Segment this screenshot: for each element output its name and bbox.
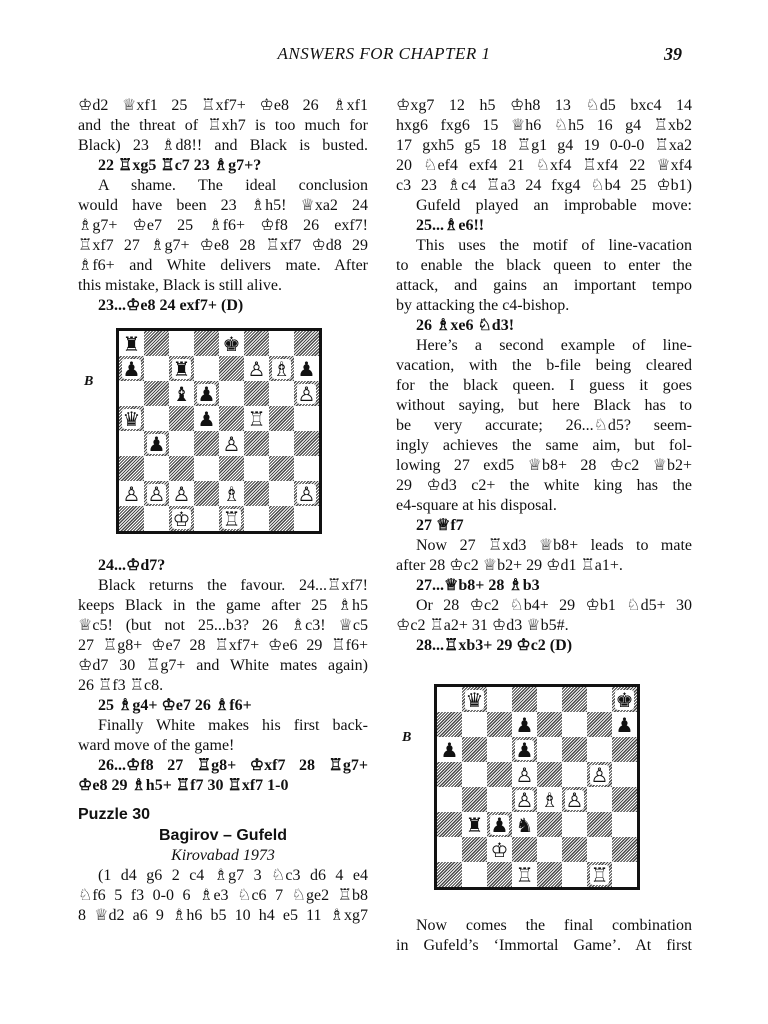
text-line: 27 ♕f7 (416, 517, 464, 534)
board-square (144, 356, 169, 381)
text-line: c3 23 ♗c4 ♖a3 24 fxg4 ♘b4 25 ♔b1) (396, 177, 692, 194)
text-line: 8 ♕d2 a6 9 ♗h6 b5 10 h4 e5 11 ♗xg7 (78, 907, 368, 924)
board-square (562, 837, 587, 862)
board-square (512, 737, 537, 762)
text-line: 20 ♘ef4 exf4 21 ♘xf4 ♖xf4 22 ♕xf4 (396, 157, 692, 174)
board-square (487, 837, 512, 862)
board-square (169, 431, 194, 456)
text-line: 29 ♔d3 c2+ the white king has the (396, 477, 692, 494)
board-square (562, 812, 587, 837)
board-square (119, 506, 144, 531)
diagram-2 (396, 656, 692, 916)
board-square (612, 787, 637, 812)
board-square (219, 381, 244, 406)
board-square (119, 431, 144, 456)
board-square (562, 687, 587, 712)
black-pawn-icon: ♟ (197, 381, 216, 406)
black-pawn-icon: ♟ (515, 737, 534, 762)
black-pawn-icon: ♟ (122, 356, 141, 381)
white-bishop-icon: ♗ (272, 356, 291, 381)
game-venue: Kirovabad 1973 (171, 847, 275, 864)
board-square (562, 862, 587, 887)
text-line: this mistake, Black is still alive. (78, 277, 282, 294)
board-square (119, 481, 144, 506)
board-square (487, 812, 512, 837)
white-rook-icon: ♖ (515, 862, 534, 887)
board-square (537, 787, 562, 812)
board-square (587, 762, 612, 787)
white-king-icon: ♔ (172, 506, 191, 531)
board-square (462, 837, 487, 862)
board-square (537, 862, 562, 887)
text-line: ♔c2 ♖a2+ 31 ♔d3 ♕b5#. (396, 617, 569, 634)
text-line: 17 gxh5 g5 18 ♖g1 g4 19 0-0-0 ♖xa2 (396, 137, 692, 154)
board-square (144, 331, 169, 356)
white-bishop-icon: ♗ (222, 481, 241, 506)
board-square (269, 456, 294, 481)
board-square (437, 762, 462, 787)
text-line: 25...♗e6!! (416, 217, 485, 234)
text-line: 28...♖xb3+ 29 ♔c2 (D) (416, 637, 573, 654)
board-square (194, 481, 219, 506)
board-square (169, 406, 194, 431)
text-line: in Gufeld’s ‘Immortal Game’. At first (396, 937, 692, 954)
white-king-icon: ♔ (490, 837, 509, 862)
board-square (562, 787, 587, 812)
board-square (437, 787, 462, 812)
board-square (587, 737, 612, 762)
black-rook-icon: ♜ (465, 812, 484, 837)
board-square (612, 862, 637, 887)
board-square (512, 787, 537, 812)
board-square (487, 737, 512, 762)
board-square (537, 762, 562, 787)
black-queen-icon: ♛ (122, 406, 141, 431)
text-line: lowing 27 exd5 ♕b8+ 28 ♔c2 ♕b2+ (396, 457, 692, 474)
black-rook-icon: ♜ (122, 331, 141, 356)
board-square (537, 712, 562, 737)
right-text-bottom (396, 916, 692, 956)
text-line: keeps Black in the game after 25 ♗h5 (78, 597, 368, 614)
board-square (612, 737, 637, 762)
board-square (294, 431, 319, 456)
text-line: ♖xf7 27 ♗g7+ ♔e8 28 ♖xf7 ♔d8 29 (78, 237, 368, 254)
text-line: ♗g7+ ♔e7 25 ♗f6+ ♔f8 26 exf7! (78, 217, 368, 234)
board-square (562, 712, 587, 737)
board-square (244, 406, 269, 431)
board-square (219, 506, 244, 531)
white-pawn-icon: ♙ (590, 762, 609, 787)
black-pawn-icon: ♟ (440, 737, 459, 762)
board-square (119, 406, 144, 431)
text-line: would have been 23 ♗h5! ♕xa2 24 (78, 197, 368, 214)
board-square (587, 787, 612, 812)
text-line: to enable the black queen to enter the (396, 257, 692, 274)
white-pawn-icon: ♙ (147, 481, 166, 506)
left-text-after-diagram (78, 556, 368, 796)
black-rook-icon: ♜ (172, 356, 191, 381)
text-line: ♔xg7 12 h5 ♔h8 13 ♘d5 bxc4 14 (396, 97, 692, 114)
text-line: attack, and gains an important tempo (396, 277, 692, 294)
board-square (437, 737, 462, 762)
text-line: ♔d2 ♕xf1 25 ♖xf7+ ♔e8 26 ♗xf1 (78, 97, 368, 114)
board-square (194, 456, 219, 481)
board-square (512, 812, 537, 837)
left-text-bottom (78, 866, 368, 926)
text-line: 26 ♖f3 ♖c8. (78, 677, 164, 694)
board-square (219, 406, 244, 431)
chess-board (116, 328, 322, 534)
white-pawn-icon: ♙ (515, 787, 534, 812)
text-line: A shame. The ideal conclusion (98, 177, 368, 194)
text-line: 27 ♖g8+ ♔e7 28 ♖xf7+ ♔e6 29 ♖f6+ (78, 637, 368, 654)
board-square (462, 737, 487, 762)
text-line: by attacking the c4-bishop. (396, 297, 570, 314)
board-square (269, 381, 294, 406)
board-square (144, 406, 169, 431)
text-line: hxg6 fxg6 15 ♕h6 ♘h5 16 g4 ♖xb2 (396, 117, 692, 134)
text-line: This uses the motif of line-vacation (416, 237, 692, 254)
board-square (119, 356, 144, 381)
board-square (119, 456, 144, 481)
board-square (512, 687, 537, 712)
diagram-1 (78, 316, 368, 556)
board-square (169, 381, 194, 406)
board-square (269, 506, 294, 531)
board-square (462, 812, 487, 837)
board-square (169, 331, 194, 356)
white-bishop-icon: ♗ (540, 787, 559, 812)
text-line: e4-square at his disposal. (396, 497, 557, 514)
board-square (194, 331, 219, 356)
board-square (144, 506, 169, 531)
board-square (194, 406, 219, 431)
text-line: Now 27 ♖xd3 ♕b8+ leads to mate (416, 537, 692, 554)
text-line: for the black queen. I guess it goes (396, 377, 692, 394)
board-square (294, 381, 319, 406)
board-square (194, 381, 219, 406)
text-line: (1 d4 g6 2 c4 ♗g7 3 ♘c3 d6 4 e4 (98, 867, 368, 884)
board-square (219, 331, 244, 356)
black-knight-icon: ♞ (515, 812, 534, 837)
board-square (219, 456, 244, 481)
board-square (437, 687, 462, 712)
black-king-icon: ♚ (615, 687, 634, 712)
black-bishop-icon: ♝ (172, 381, 191, 406)
board-square (487, 712, 512, 737)
board-square (194, 506, 219, 531)
board-square (487, 787, 512, 812)
text-line: 26...♔f8 27 ♖g8+ ♔xf7 28 ♖g7+ (98, 757, 368, 774)
text-line: ♕c5! (but not 25...b3? 26 ♗c3! ♕c5 (78, 617, 368, 634)
board-square (194, 356, 219, 381)
right-text-top (396, 96, 692, 656)
board-square (487, 687, 512, 712)
text-line: ♗f6+ and White delivers mate. After (78, 257, 368, 274)
board-square (612, 812, 637, 837)
board-square (437, 812, 462, 837)
board-square (244, 331, 269, 356)
board-square (294, 331, 319, 356)
white-pawn-icon: ♙ (515, 762, 534, 787)
board-square (269, 331, 294, 356)
white-pawn-icon: ♙ (565, 787, 584, 812)
white-pawn-icon: ♙ (247, 356, 266, 381)
right-column (396, 96, 692, 956)
text-line: Now comes the final combination (416, 917, 692, 934)
puzzle-title: Puzzle 30 (78, 806, 151, 823)
board-square (437, 862, 462, 887)
text-line: ingly achieves the same aim, but fol- (396, 437, 692, 454)
board-square (119, 331, 144, 356)
text-line: ♘f6 5 f3 0-0 6 ♗e3 ♘c6 7 ♘ge2 ♖b8 (78, 887, 368, 904)
text-line: and the threat of ♖xh7 is too much for (78, 117, 368, 134)
board-square (244, 431, 269, 456)
board-square (144, 481, 169, 506)
board-square (219, 356, 244, 381)
board-square (244, 356, 269, 381)
board-square (269, 481, 294, 506)
text-line: Finally White makes his first back- (98, 717, 368, 734)
text-line: 22 ♖xg5 ♖c7 23 ♗g7+? (98, 157, 262, 174)
white-pawn-icon: ♙ (122, 481, 141, 506)
board-square (169, 481, 194, 506)
board-square (587, 812, 612, 837)
board-square (537, 737, 562, 762)
board-square (587, 862, 612, 887)
board-square (269, 406, 294, 431)
board-square (537, 687, 562, 712)
game-players: Bagirov – Gufeld (158, 827, 288, 844)
board-square (612, 687, 637, 712)
text-line: 25 ♗g4+ ♔e7 26 ♗f6+ (98, 697, 252, 714)
black-pawn-icon: ♟ (515, 712, 534, 737)
board-square (612, 837, 637, 862)
white-pawn-icon: ♙ (172, 481, 191, 506)
board-square (512, 712, 537, 737)
white-rook-icon: ♖ (590, 862, 609, 887)
text-line: without saying, but here Black has to (396, 397, 692, 414)
white-pawn-icon: ♙ (297, 481, 316, 506)
white-rook-icon: ♖ (247, 406, 266, 431)
white-pawn-icon: ♙ (222, 431, 241, 456)
text-line: vacation, with the b-file being cleared (396, 357, 692, 374)
board-square (437, 837, 462, 862)
text-line: ward move of the game! (78, 737, 235, 754)
board-square (487, 862, 512, 887)
board-square (144, 381, 169, 406)
side-to-move-label: B (84, 374, 94, 389)
board-square (169, 456, 194, 481)
text-line: 23...♔e8 24 exf7+ (D) (98, 297, 244, 314)
black-pawn-icon: ♟ (147, 431, 166, 456)
black-queen-icon: ♛ (465, 687, 484, 712)
board-square (537, 812, 562, 837)
board-square (462, 712, 487, 737)
board-square (169, 356, 194, 381)
board-square (587, 837, 612, 862)
side-to-move-label: B (402, 730, 412, 745)
board-square (294, 456, 319, 481)
black-pawn-icon: ♟ (615, 712, 634, 737)
board-square (244, 481, 269, 506)
board-square (587, 712, 612, 737)
board-square (294, 356, 319, 381)
white-pawn-icon: ♙ (297, 381, 316, 406)
text-line: after 28 ♔c2 ♕b2+ 29 ♔d1 ♖a1+. (396, 557, 623, 574)
board-square (219, 481, 244, 506)
board-square (487, 762, 512, 787)
board-square (144, 456, 169, 481)
board-square (462, 862, 487, 887)
text-line: ♔d7 30 ♖g7+ and White mates again) (78, 657, 368, 674)
board-square (294, 406, 319, 431)
board-square (244, 506, 269, 531)
board-square (244, 456, 269, 481)
board-square (269, 431, 294, 456)
running-header: ANSWERS FOR CHAPTER 1 (277, 44, 491, 63)
page-number: 39 (664, 44, 682, 64)
left-column (78, 96, 368, 926)
board-square (144, 431, 169, 456)
board-square (294, 481, 319, 506)
text-line: Black returns the favour. 24...♖xf7! (98, 577, 368, 594)
board-square (512, 862, 537, 887)
text-line: 26 ♗xe6 ♘d3! (416, 317, 515, 334)
board-square (194, 431, 219, 456)
board-square (169, 506, 194, 531)
black-pawn-icon: ♟ (297, 356, 316, 381)
text-line: Or 28 ♔c2 ♘b4+ 29 ♔b1 ♘d5+ 30 (416, 597, 692, 614)
board-square (512, 837, 537, 862)
left-text-top (78, 96, 368, 316)
board-square (269, 356, 294, 381)
white-rook-icon: ♖ (222, 506, 241, 531)
chess-board (434, 684, 640, 890)
text-line: Gufeld played an improbable move: (416, 197, 692, 214)
text-line: ♔e8 29 ♗h5+ ♖f7 30 ♖xf7 1-0 (78, 777, 289, 794)
board-square (462, 687, 487, 712)
board-square (437, 712, 462, 737)
text-line: Black) 23 ♗d8!! and Black is busted. (78, 137, 368, 154)
board-square (119, 381, 144, 406)
board-square (219, 431, 244, 456)
black-pawn-icon: ♟ (197, 406, 216, 431)
board-square (537, 837, 562, 862)
board-square (587, 687, 612, 712)
text-line: be very accurate; 26...♘d5? seem- (396, 417, 692, 434)
text-line: 27...♕b8+ 28 ♗b3 (416, 577, 540, 594)
board-square (244, 381, 269, 406)
board-square (512, 762, 537, 787)
black-pawn-icon: ♟ (490, 812, 509, 837)
board-square (462, 762, 487, 787)
board-square (294, 506, 319, 531)
board-square (562, 762, 587, 787)
text-line: Here’s a second example of line- (416, 337, 692, 354)
text-line: 24...♔d7? (98, 557, 166, 574)
board-square (462, 787, 487, 812)
board-square (612, 762, 637, 787)
board-square (612, 712, 637, 737)
black-king-icon: ♚ (222, 331, 241, 356)
board-square (562, 737, 587, 762)
